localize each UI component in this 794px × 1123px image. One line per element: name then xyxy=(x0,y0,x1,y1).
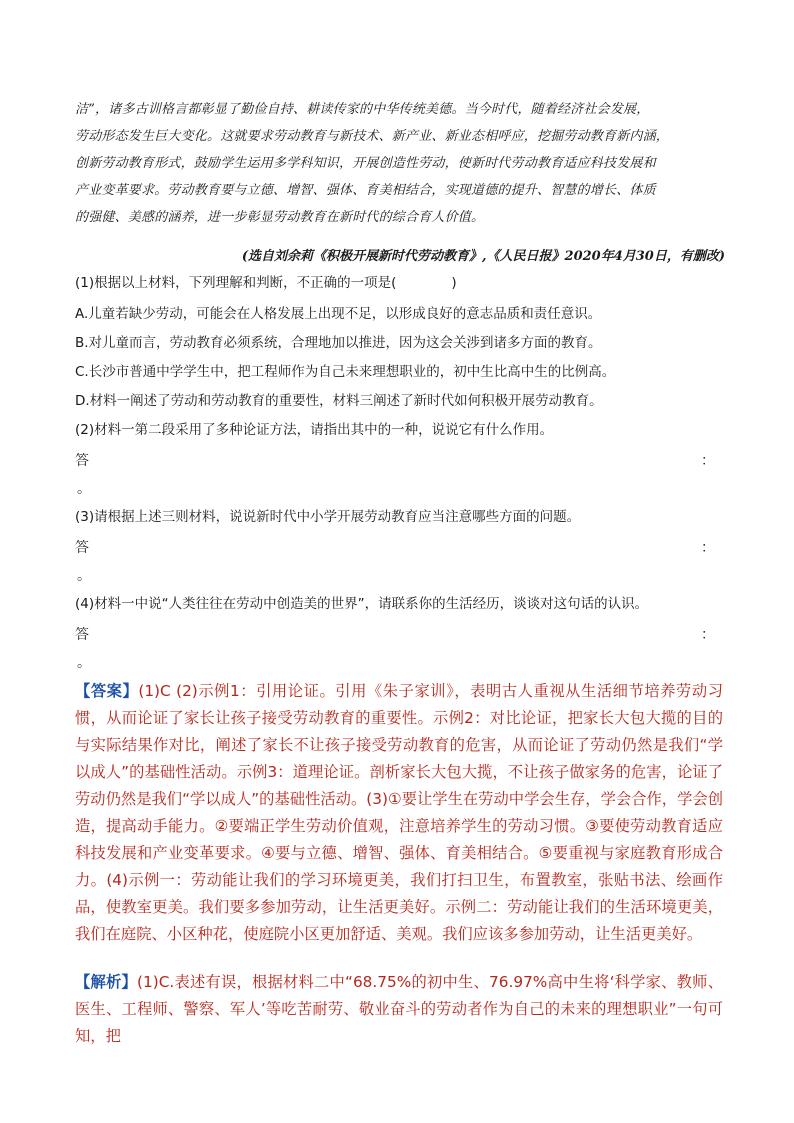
question-1-stem: (1)根据以上材料，下列理解和判断，不正确的一项是( xyxy=(75,275,397,291)
answer-colon: ： xyxy=(701,540,715,556)
passage-line-1: 洁”，诸多古训格言都彰显了勤俭自持、耕读传家的中华传统美德。当今时代，随着经济社会发展， xyxy=(75,102,650,117)
analysis-text: (1)C.表述有误，根据材料二中“68.75%的初中生、76.97%高中生将‘科学家、教师、医生、工程师、警察、军人’等吃苦耐劳、敬业奋斗的劳动者作为自己的未来的理想职业”一句可知，把 xyxy=(75,973,723,1045)
question-3: (3)请根据上述三则材料，说说新时代中小学开展劳动教育应当注意哪些方面的问题。 xyxy=(75,509,581,525)
answer-tag: 【答案】 xyxy=(75,682,139,700)
option-c: C.长沙市普通中学学生中，把工程师作为自己未来理想职业的，初中生比高中生的比例高。 xyxy=(75,364,616,380)
passage-line-3: 创新劳动教育形式，鼓励学生运用多学科知识，开展创造性劳动，使新时代劳动教育适应科技发展和 xyxy=(75,156,656,171)
passage-line-5: 的强健、美感的涵养，进一步彰显劳动教育在新时代的综合育人价值。 xyxy=(75,210,485,225)
answer-end-4: 。 xyxy=(77,655,91,671)
analysis-tag: 【解析】 xyxy=(75,973,138,991)
option-a: A.儿童若缺少劳动，可能会在人格发展上出现不足，以形成良好的意志品质和责任意识。 xyxy=(75,306,602,322)
option-b: B.对儿童而言，劳动教育必须系统，合理地加以推进，因为这会关涉到诸多方面的教育。 xyxy=(75,335,602,351)
question-1 xyxy=(75,273,725,293)
answer-line-3[interactable] xyxy=(75,537,715,557)
answer-label: 答 xyxy=(75,453,89,469)
passage-source: (选自刘余莉《积极开展新时代劳动教育》,《人民日报》2020年4月30日，有删改) xyxy=(241,249,725,264)
analysis-section xyxy=(75,969,723,1050)
question-2: (2)材料一第二段采用了多种论证方法，请指出其中的一种，说说它有什么作用。 xyxy=(75,422,554,438)
passage-line-4: 产业变革要求。劳动教育要与立德、增智、强体、育美相结合，实现道德的提升、智慧的增长、体质 xyxy=(75,183,656,198)
question-4: (4)材料一中说“人类往往在劳动中创造美的世界”，请联系你的生活经历，谈谈对这句话的认识。 xyxy=(75,596,649,612)
answer-end-2: 。 xyxy=(77,481,91,497)
answer-end-3: 。 xyxy=(77,568,91,584)
answer-line-2[interactable] xyxy=(75,450,715,470)
answer-line-4[interactable] xyxy=(75,624,715,644)
answer-label: 答 xyxy=(75,627,89,643)
option-d: D.材料一阐述了劳动和劳动教育的重要性，材料三阐述了新时代如何积极开展劳动教育。 xyxy=(75,393,603,409)
answer-text: (1)C (2)示例1：引用论证。引用《朱子家训》，表明古人重视从生活细节培养劳动习惯，从而论证了家长让孩子接受劳动教育的重要性。示例2：对比论证，把家长大包大揽的目的与实际结果作对比，阐述了家长不让孩子接受劳动教育的危害，从而论证了劳动仍然是我们“学以成人”的基础性活动。示例3：道理论证。剖析家长大包大揽，不让孩子做家务的危害，论证了劳动仍然是我们“学以成人”的基础性活动。(3)①要让学生在劳动中学会生存，学会合作，学会创造，提高动手能力。②要端正学生劳动价值观，注意培养学生的劳动习惯。③要使劳动教育适应科技发展和产业变革要求。④要与立德、增智、强体、育美相结合。⑤要重视与家庭教育形成合力。(4)示例一：劳动能让我们的学习环境更美，我们打扫卫生，布置教室，张贴书法、绘画作品，使教室更美。我们要多参加劳动，让生活更美好。示例二：劳动能让我们的生活环境更美，我们在庭院、小区种花，使庭院小区更加舒适、美观。我们应该多参加劳动，让生活更美好。 xyxy=(75,682,723,943)
answer-colon: ： xyxy=(701,453,715,469)
answer-section xyxy=(75,678,723,948)
answer-colon: ： xyxy=(701,627,715,643)
passage-line-2: 劳动形态发生巨大变化。这就要求劳动教育与新技术、新产业、新业态相呼应，挖掘劳动教育新内涵， xyxy=(75,129,670,144)
answer-label: 答 xyxy=(75,540,89,556)
question-1-close: ) xyxy=(451,275,457,291)
